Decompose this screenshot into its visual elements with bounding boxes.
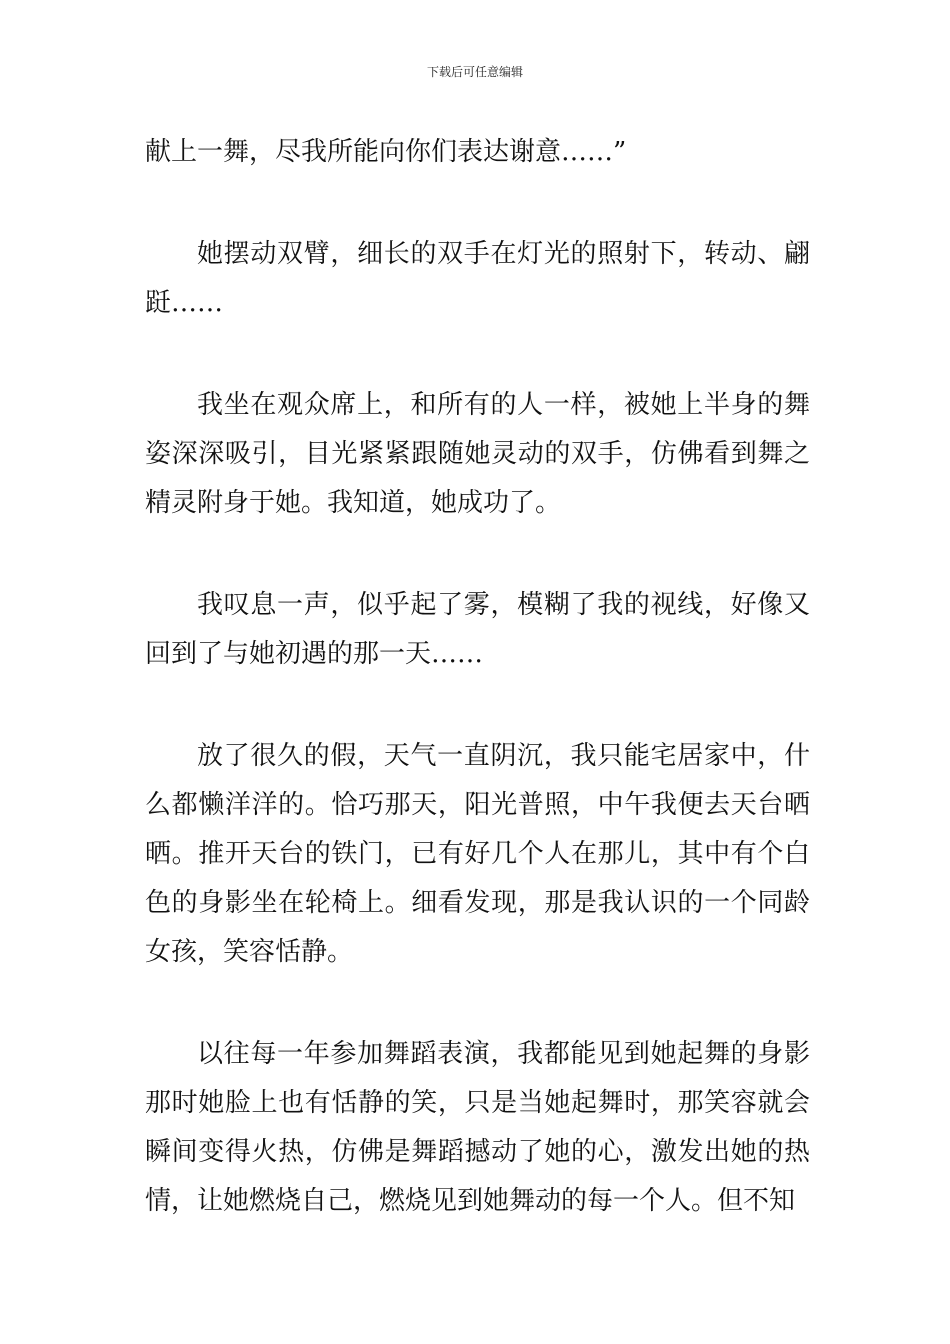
paragraph-2: 她摆动双臂，细长的双手在灯光的照射下，转动、翩跹…… <box>145 239 810 318</box>
paragraph-6: 以往每一年参加舞蹈表演，我都能见到她起舞的身影那时她脸上也有恬静的笑，只是当她起舞时，那笑容就会瞬间变得火热，仿佛是舞蹈撼动了她的心，激发出她的热情，让她燃烧自己，燃烧见到她舞动的每一个人。但不知 <box>145 1039 810 1216</box>
page-header: 下载后可任意编辑 <box>426 65 523 79</box>
paragraph-4: 我叹息一声，似乎起了雾，模糊了我的视线，好像又回到了与她初遇的那一天…… <box>145 590 810 669</box>
paragraph-3: 我坐在观众席上，和所有的人一样，被她上半身的舞姿深深吸引，目光紧紧跟随她灵动的双手，仿佛看到舞之精灵附身于她。我知道，她成功了。 <box>145 390 810 518</box>
paragraph-5: 放了很久的假，天气一直阴沉，我只能宅居家中，什么都懒洋洋的。恰巧那天，阳光普照，中午我便去天台晒晒。推开天台的铁门，已有好几个人在那儿，其中有个白色的身影坐在轮椅上。细看发现，那是我认识的一个同龄女孩，笑容恬静。 <box>145 741 810 967</box>
paragraph-1: 献上一舞，尽我所能向你们表达谢意……” <box>145 137 627 167</box>
document-body <box>145 128 810 1279</box>
